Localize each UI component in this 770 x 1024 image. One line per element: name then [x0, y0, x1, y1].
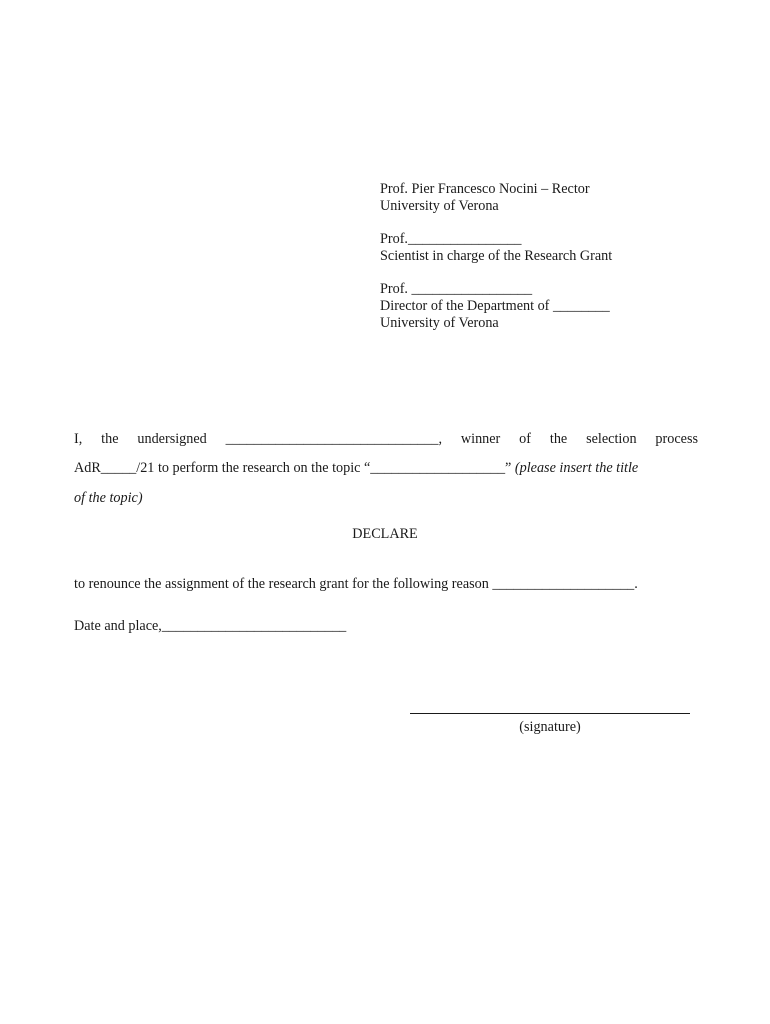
date-place-field: Date and place,__________________________ [74, 618, 347, 634]
declaration-line-2 [74, 460, 698, 477]
director-prof-field: Prof. _________________ [380, 281, 533, 297]
declare-heading: DECLARE [352, 526, 418, 542]
declaration-line-1: I, the undersigned ______________________________, winner of the selection process [74, 431, 698, 447]
scientist-role: Scientist in charge of the Research Grant [380, 248, 613, 264]
rector-university: University of Verona [380, 198, 499, 214]
rector-name: Prof. Pier Francesco Nocini – Rector [380, 181, 590, 197]
scientist-prof-field: Prof.________________ [380, 231, 522, 247]
renounce-statement: to renounce the assignment of the research grant for the following reason ____________________. [74, 576, 638, 592]
declaration-line-3-note: of the topic) [74, 490, 143, 506]
declaration-line-2-note: (please insert the title [514, 460, 639, 476]
signature-line [410, 713, 690, 714]
signature-label: (signature) [519, 719, 581, 735]
director-role: Director of the Department of ________ [380, 298, 610, 314]
declaration-line-2-main: AdR_____/21 to perform the research on the topic “___________________” [74, 460, 515, 476]
director-university: University of Verona [380, 315, 499, 331]
